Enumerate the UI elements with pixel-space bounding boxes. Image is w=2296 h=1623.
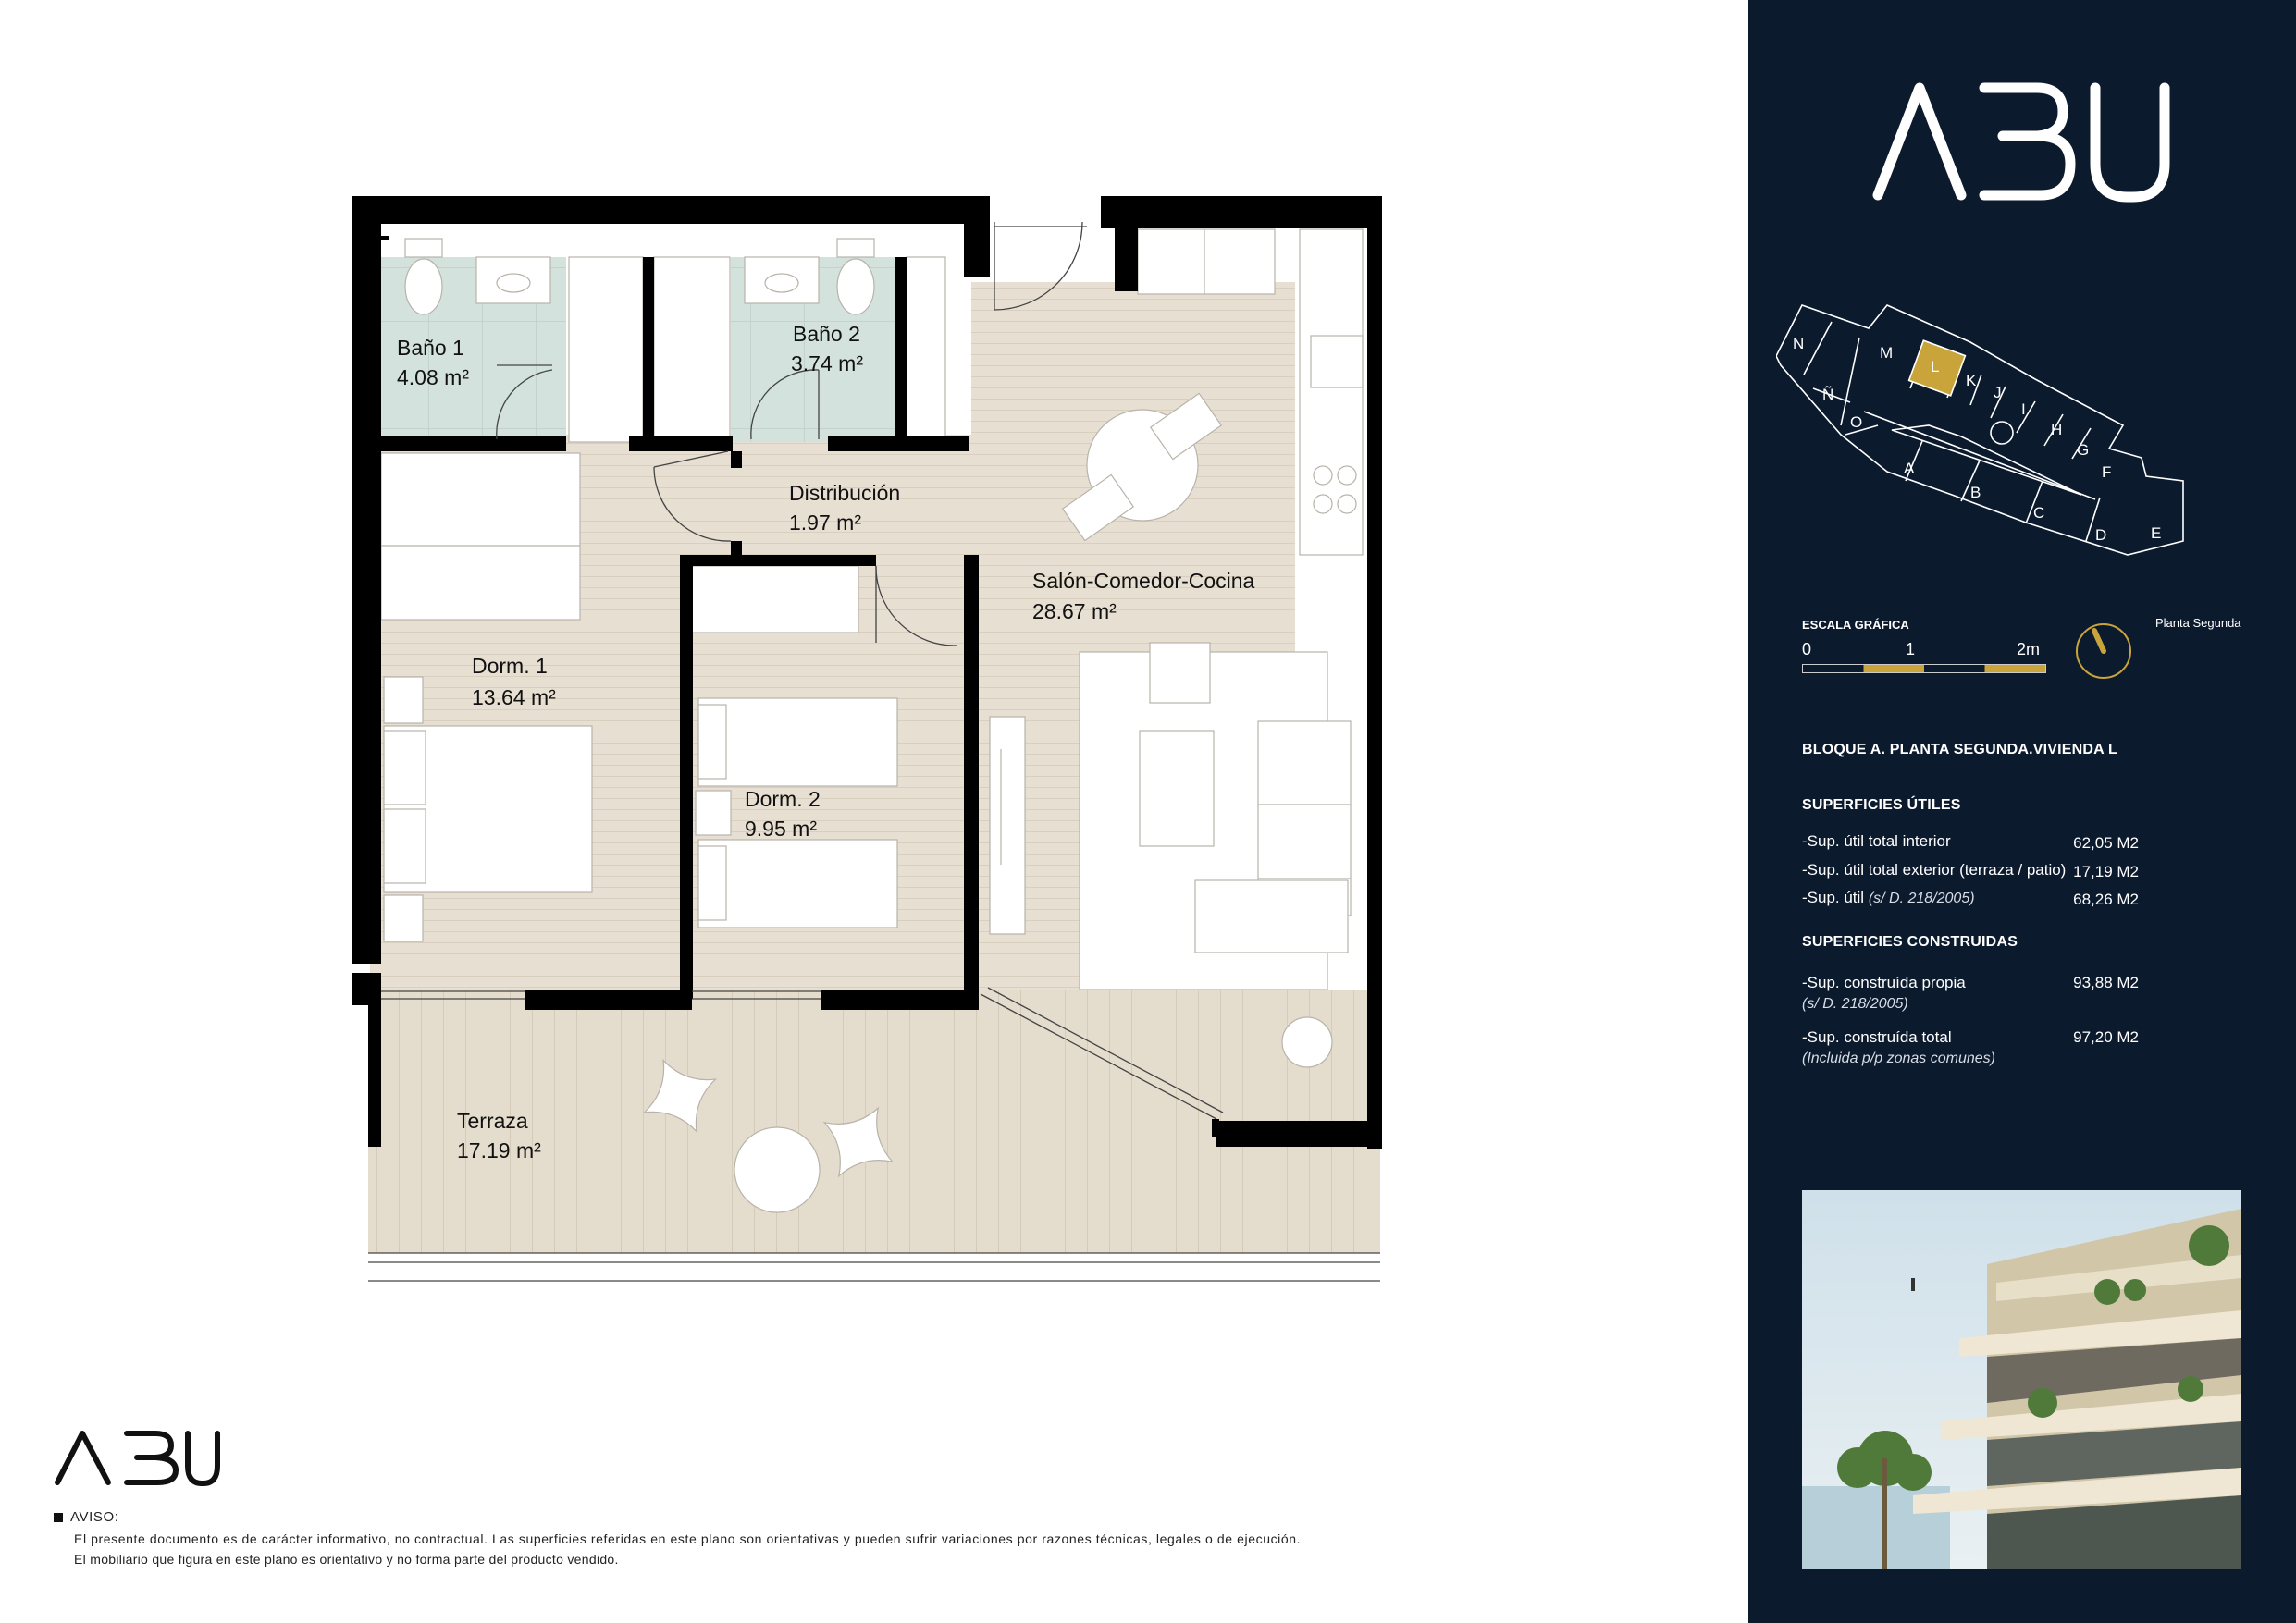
disclaimer-line-1: El presente documento es de carácter informativo, no contractual. Las superficies referidas en este plano son orientativas y pueden sufrir variaciones por razones técnicas, legales o de ejecución. bbox=[74, 1531, 1302, 1546]
useful-row-label: -Sup. útil total exterior (terraza / patio) bbox=[1802, 861, 2067, 879]
unit-label: G bbox=[2077, 441, 2090, 459]
compass-label: Planta Segunda bbox=[2155, 616, 2241, 630]
unit-label: K bbox=[1966, 372, 1977, 389]
disclaimer-line-2: El mobiliario que figura en este plano es orientativo y no forma parte del producto vendido. bbox=[74, 1552, 619, 1567]
useful-surfaces-title: SUPERFICIES ÚTILES bbox=[1802, 797, 1961, 813]
room-area: 13.64 m² bbox=[472, 685, 556, 709]
room-name: Baño 2 bbox=[793, 322, 860, 346]
scale-bar bbox=[1802, 664, 2046, 673]
room-name: Baño 1 bbox=[397, 336, 464, 360]
useful-row-value: 68,26 M2 bbox=[2073, 891, 2139, 908]
abu-logo-large bbox=[1869, 79, 2183, 203]
room-name: Terraza bbox=[457, 1109, 528, 1133]
built-row-label: -Sup. construída total bbox=[1802, 1028, 1952, 1046]
unit-label: O bbox=[1850, 413, 1863, 431]
building-render-image bbox=[1802, 1190, 2241, 1569]
useful-row-label: -Sup. útil total interior bbox=[1802, 832, 1951, 850]
scale-tick-0: 0 bbox=[1802, 640, 1812, 658]
built-row-note: (s/ D. 218/2005) bbox=[1802, 996, 1908, 1012]
abu-logo-small bbox=[57, 1433, 217, 1483]
unit-label: A bbox=[1904, 460, 1915, 477]
unit-label: I bbox=[2021, 400, 2026, 418]
scale-title: ESCALA GRÁFICA bbox=[1802, 618, 1909, 632]
built-row-value: 97,20 M2 bbox=[2073, 1028, 2139, 1046]
room-area: 3.74 m² bbox=[791, 351, 863, 375]
room-name: Salón-Comedor-Cocina bbox=[1032, 569, 1255, 593]
aviso-title-row bbox=[54, 1509, 119, 1525]
aviso-square-icon bbox=[54, 1513, 63, 1522]
useful-row-note: (s/ D. 218/2005) bbox=[1868, 891, 1975, 906]
unit-label: M bbox=[1880, 344, 1894, 362]
info-sidebar bbox=[1748, 0, 2296, 1623]
room-name: Dorm. 2 bbox=[745, 787, 821, 811]
abu-logo-text: ABU bbox=[0, 0, 3, 1]
unit-label: C bbox=[2033, 504, 2045, 522]
unit-label: Ñ bbox=[1822, 386, 1834, 403]
compass-icon bbox=[2074, 621, 2133, 681]
useful-row-label: -Sup. útil bbox=[1802, 889, 1865, 906]
room-area: 17.19 m² bbox=[457, 1138, 541, 1162]
unit-label: E bbox=[2151, 524, 2162, 542]
unit-label: N bbox=[1793, 335, 1805, 352]
useful-row-value: 62,05 M2 bbox=[2073, 834, 2139, 852]
unit-label: F bbox=[2102, 463, 2112, 481]
useful-row-value: 17,19 M2 bbox=[2073, 863, 2139, 880]
built-row-note: (Incluida p/p zonas comunes) bbox=[1802, 1051, 1995, 1066]
unit-label: B bbox=[1970, 484, 1981, 501]
room-name: Dorm. 1 bbox=[472, 654, 548, 678]
room-area: 28.67 m² bbox=[1032, 599, 1117, 623]
room-area: 4.08 m² bbox=[397, 365, 469, 389]
built-row-value: 93,88 M2 bbox=[2073, 974, 2139, 991]
room-area: 1.97 m² bbox=[789, 510, 861, 535]
unit-title: BLOQUE A. PLANTA SEGUNDA.VIVIENDA L bbox=[1802, 742, 2117, 757]
scale-tick-2: 2m bbox=[2017, 640, 2041, 658]
unit-label: L bbox=[1931, 358, 1940, 375]
room-area: 9.95 m² bbox=[745, 817, 817, 841]
unit-label: H bbox=[2051, 421, 2063, 438]
room-name: Distribución bbox=[789, 481, 901, 505]
key-plan bbox=[1776, 296, 2202, 564]
useful-row-label-with-note bbox=[1802, 889, 1975, 907]
unit-label: J bbox=[1994, 384, 2002, 401]
built-surfaces-title: SUPERFICIES CONSTRUIDAS bbox=[1802, 934, 2018, 950]
built-row-label: -Sup. construída propia bbox=[1802, 974, 1966, 991]
aviso-title: AVISO: bbox=[70, 1509, 119, 1525]
scale-tick-1: 1 bbox=[1906, 640, 1916, 658]
unit-label: D bbox=[2095, 526, 2107, 544]
